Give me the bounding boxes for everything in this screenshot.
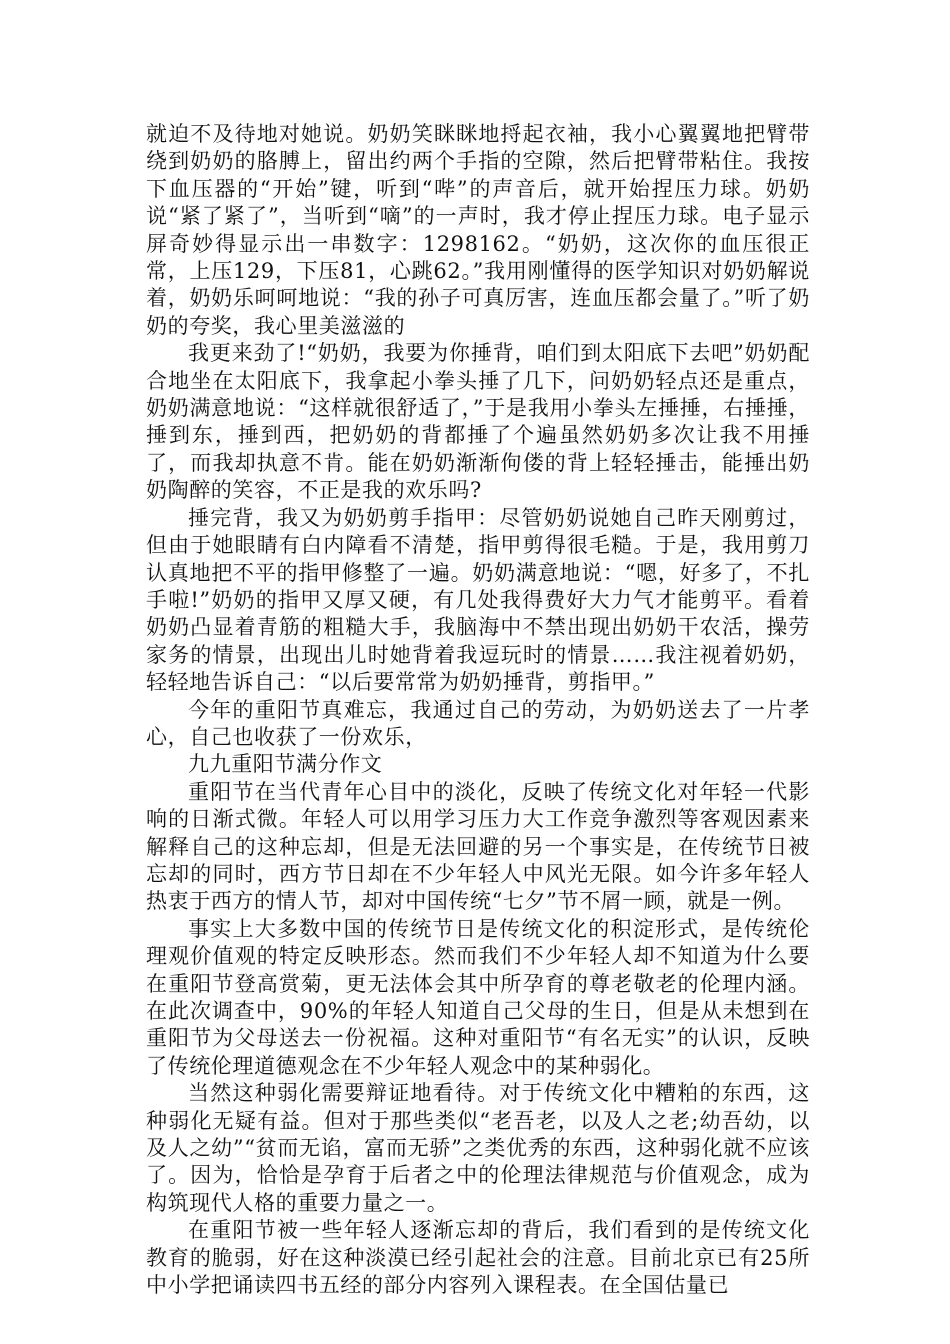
- section-heading: 九九重阳节满分作文: [188, 752, 383, 777]
- paragraph-6: 事实上大多数中国的传统节日是传统文化的积淀形式，是传统伦理观价值观的特定反映形态。然而我们不少年轻人却不知道为什么要在重阳节登高赏菊，更无法体会其中所孕育的尊老敬老的伦理内涵。在此次调查中，90%的年轻人知道自己父母的生日，但是从未想到在重阳节为父母送去一份祝福。这种对重阳节“有名无实”的认识，反映了传统伦理道德观念在不少年轻人观念中的某种弱化。: [146, 916, 810, 1078]
- paragraph-4: 今年的重阳节真难忘，我通过自己的劳动，为奶奶送去了一片孝心，自己也收获了一份欢乐，: [146, 697, 810, 749]
- body-text: [146, 121, 810, 1299]
- paragraph-8: 在重阳节被一些年轻人逐渐忘却的背后，我们看到的是传统文化教育的脆弱，好在这种淡漠已经引起社会的注意。目前北京已有25所中小学把诵读四书五经的部分内容列入课程表。在全国估量已: [146, 1218, 810, 1298]
- paragraph-1: 就迫不及待地对她说。奶奶笑眯眯地捋起衣袖，我小心翼翼地把臂带绕到奶奶的胳膊上，留出约两个手指的空隙，然后把臂带粘住。我按下血压器的“开始”键，听到“哔”的声音后，就开始捏压力球。奶奶说“紧了紧了”，当听到“嘀”的一声时，我才停止捏压力球。电子显示屏奇妙得显示出一串数字：1298162。“奶奶，这次你的血压很正常，上压129，下压81，心跳62。”我用刚懂得的医学知识对奶奶解说着，奶奶乐呵呵地说：“我的孙子可真厉害，连血压都会量了。”听了奶奶的夸奖，我心里美滋滋的: [146, 122, 810, 338]
- paragraph-7: 当然这种弱化需要辩证地看待。对于传统文化中糟粕的东西，这种弱化无疑有益。但对于那些类似“老吾老，以及人之老;幼吾幼，以及人之幼”“贫而无谄，富而无骄”之类优秀的东西，这种弱化就不应该了。因为，恰恰是孕育于后者之中的伦理法律规范与价值观念，成为构筑现代人格的重要力量之一。: [146, 1081, 810, 1215]
- paragraph-3: 捶完背，我又为奶奶剪手指甲：尽管奶奶说她自己昨天刚剪过，但由于她眼睛有白内障看不清楚，指甲剪得很毛糙。于是，我用剪刀认真地把不平的指甲修整了一遍。奶奶满意地说：“嗯，好多了，不扎手啦!”奶奶的指甲又厚又硬，有几处我得费好大力气才能剪平。看着奶奶凸显着青筋的粗糙大手，我脑海中不禁出现出奶奶干农活，操劳家务的情景，出现出儿时她背着我逗玩时的情景……我注视着奶奶，轻轻地告诉自己：“以后要常常为奶奶捶背，剪指甲。”: [146, 505, 810, 695]
- paragraph-2: 我更来劲了!“奶奶，我要为你捶背，咱们到太阳底下去吧”奶奶配合地坐在太阳底下，我拿起小拳头捶了几下，问奶奶轻点还是重点，奶奶满意地说：“这样就很舒适了，”于是我用小拳头左捶捶，右捶捶，捶到东，捶到西，把奶奶的背都捶了个遍虽然奶奶多次让我不用捶了，而我却执意不肯。能在奶奶渐渐佝偻的背上轻轻捶击，能捶出奶奶陶醉的笑容，不正是我的欢乐吗?: [146, 341, 810, 503]
- paragraph-5: 重阳节在当代青年心目中的淡化，反映了传统文化对年轻一代影响的日渐式微。年轻人可以用学习压力大工作竞争激烈等客观因素来解释自己的这种忘却，但是无法回避的另一个事实是，在传统节日被忘却的同时，西方节日却在不少年轻人中风光无限。如今许多年轻人热衷于西方的情人节，却对中国传统“七夕”节不屑一顾，就是一例。: [146, 779, 810, 914]
